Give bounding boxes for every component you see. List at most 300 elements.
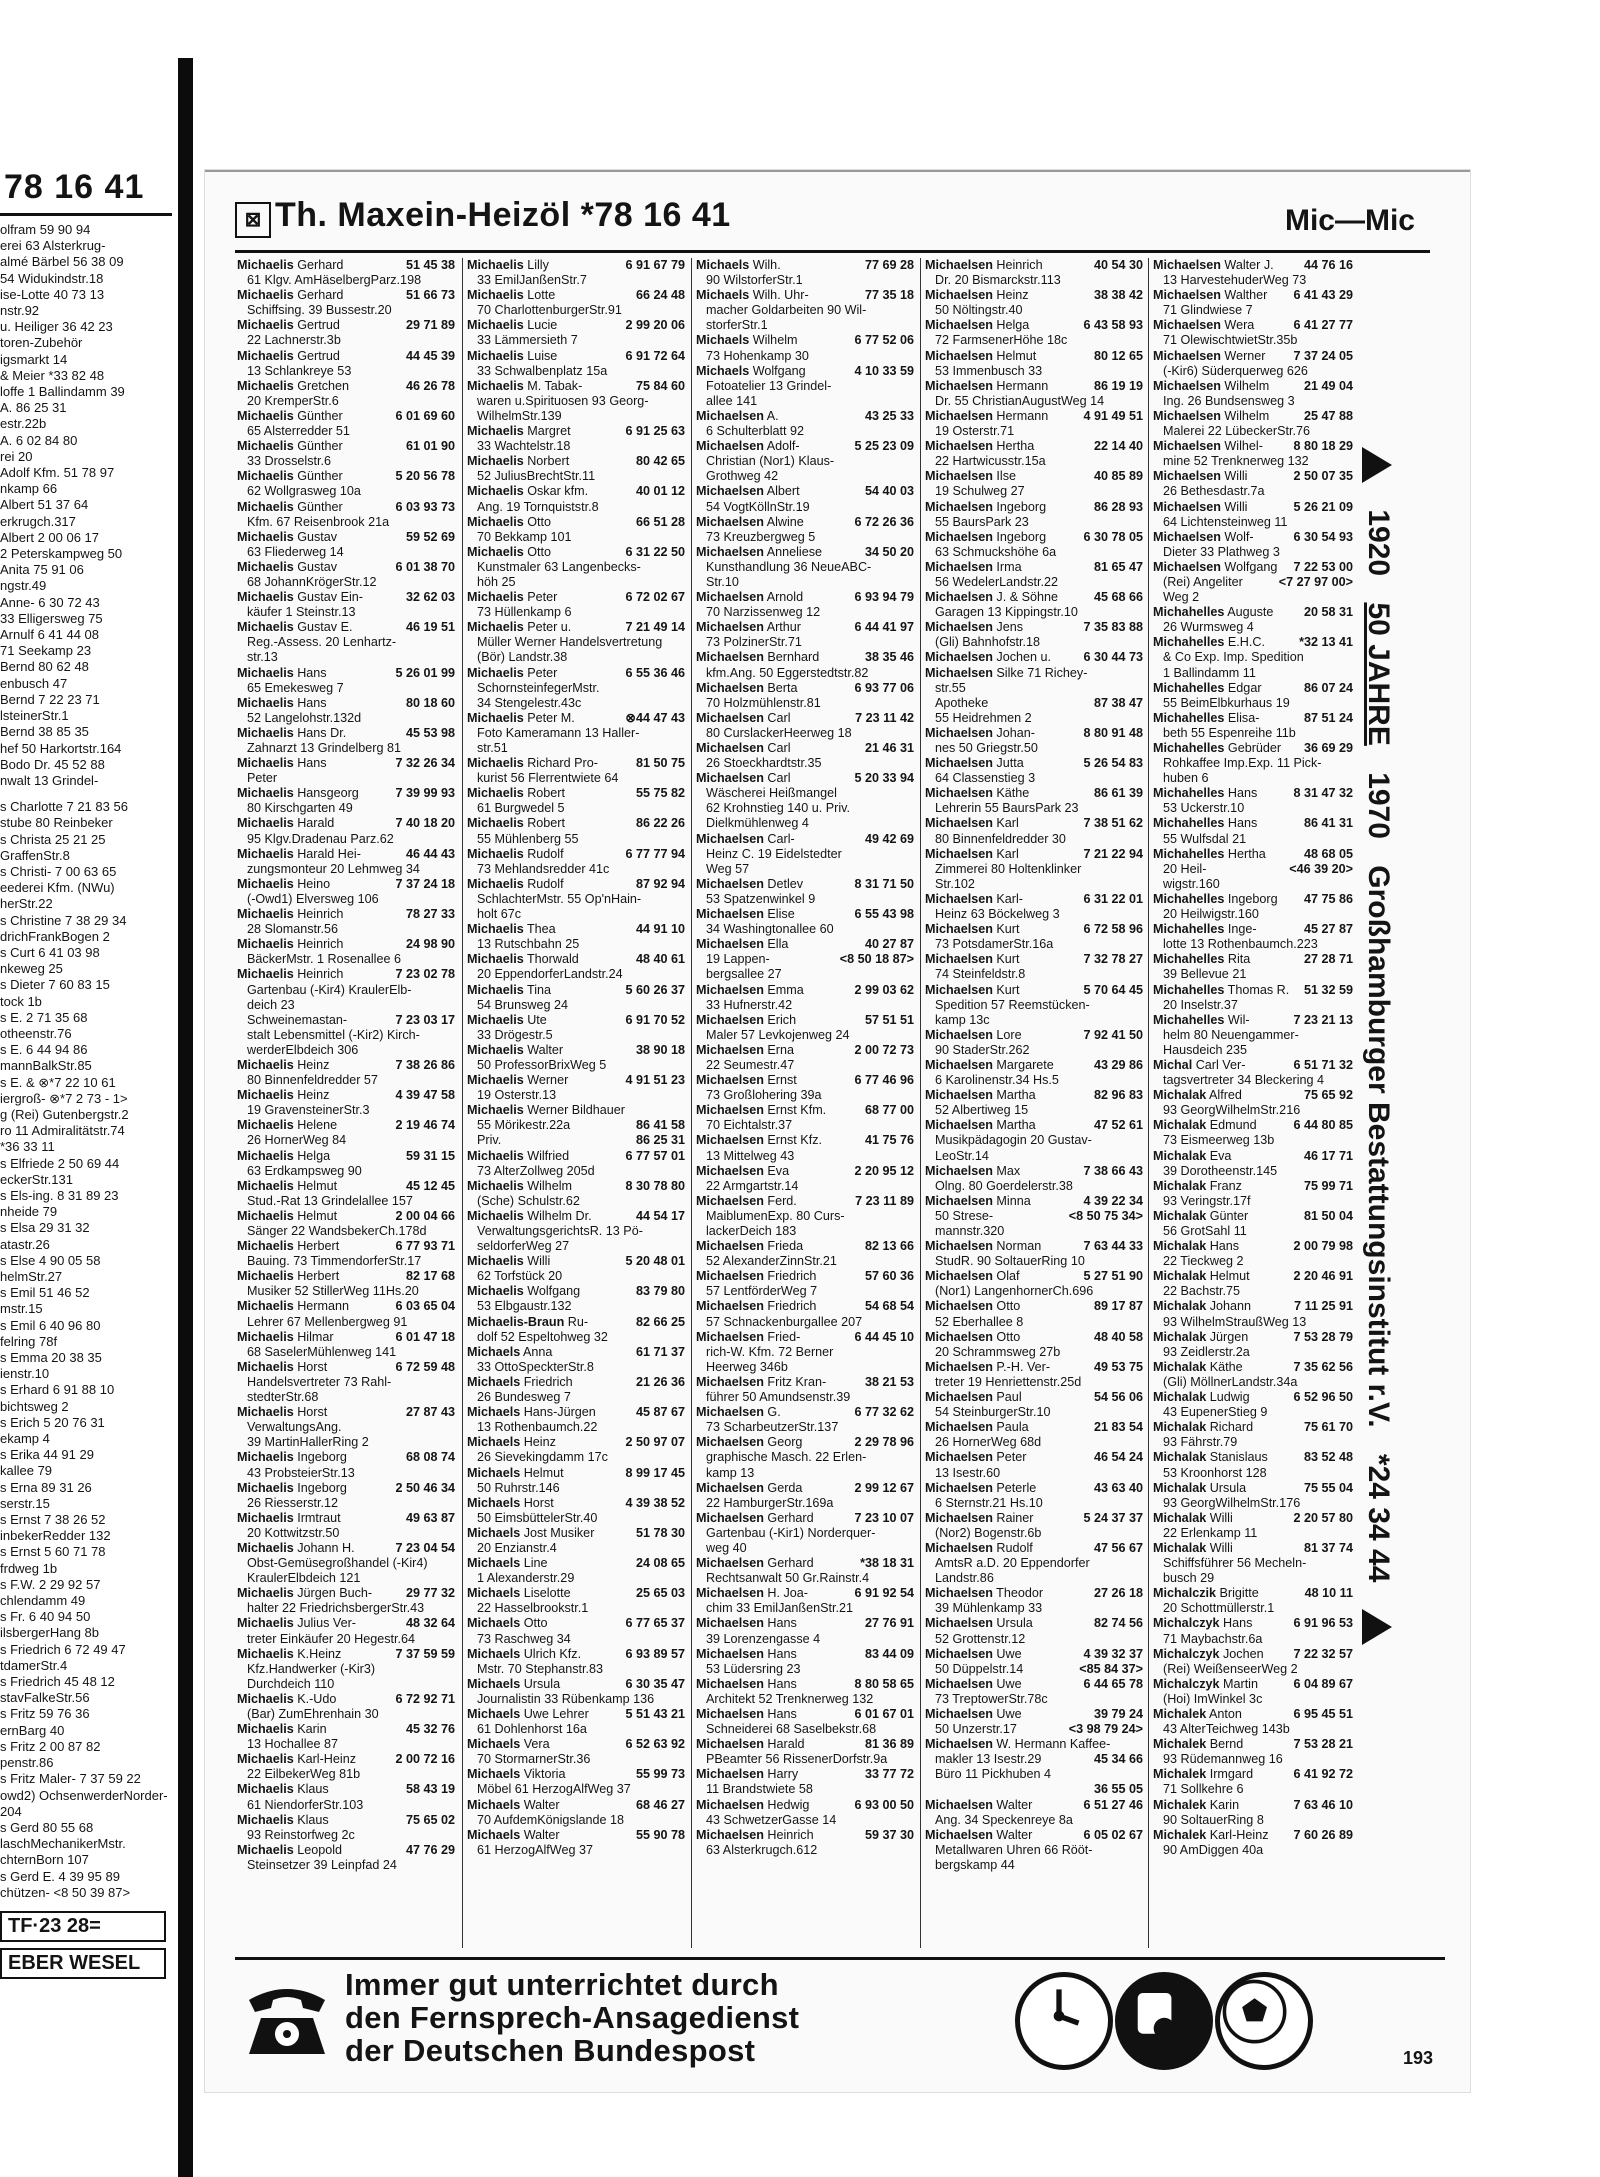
listing-entry [925, 1013, 1143, 1028]
listing-text: Michaelsen Johan- [925, 725, 1035, 740]
listing-entry [696, 1843, 914, 1858]
listing-text: Ing. 26 Bundsensweg 3 [1163, 393, 1295, 408]
listing-entry [925, 1028, 1143, 1043]
listing-text: 22 Hasselbrookstr.1 [477, 1601, 589, 1616]
listing-entry [696, 1345, 914, 1360]
left-page-line: Albert 51 37 64 [0, 497, 89, 513]
listing-entry [467, 288, 685, 303]
listing-entry [237, 349, 455, 364]
listing-entry [925, 620, 1143, 635]
listing-entry [467, 1179, 685, 1194]
left-page-line: stavFalkeStr.56 [0, 1690, 90, 1706]
listing-text: Heinz 63 Böckelweg 3 [935, 907, 1060, 922]
listing-entry [696, 258, 914, 273]
listing-entry [696, 696, 914, 711]
listing-phone: 81 50 75 [635, 756, 685, 771]
left-page-line: ngstr.49 [0, 578, 47, 594]
listing-entry [467, 1556, 685, 1571]
listing-text: Michalczyk Martin [1153, 1676, 1258, 1691]
listing-entry [237, 937, 455, 952]
listing-entry [467, 1269, 685, 1284]
listing-text: 19 Osterstr.71 [935, 424, 1015, 439]
listing-text: Michaelsen Ernst Kfz. [696, 1133, 822, 1148]
listing-text: 39 Dorotheenstr.145 [1163, 1163, 1278, 1178]
listing-entry [925, 1360, 1143, 1375]
listing-text: treter Einkäufer 20 Hegestr.64 [247, 1631, 416, 1646]
listing-entry [467, 922, 685, 937]
sidebar-jubilee: 50 JAHRE [1362, 602, 1395, 746]
listing-text: 1 Alexanderstr.29 [477, 1571, 575, 1586]
listing-phone: 45 27 87 [1303, 922, 1353, 937]
listing-text: Landstr.86 [935, 1571, 994, 1586]
listing-text: Michaels Friedrich [467, 1374, 573, 1389]
listing-entry [925, 1118, 1143, 1133]
listing-phone: 5 20 48 01 [625, 1254, 685, 1269]
listing-text: 26 HornerWeg 84 [247, 1133, 347, 1148]
listing-text: treter 19 Henriettenstr.25d [935, 1374, 1082, 1389]
listing-entry [467, 650, 685, 665]
listing-phone: 6 93 94 79 [854, 590, 914, 605]
listing-phone: *38 18 31 [860, 1556, 914, 1571]
listing-text: Michaelis Wolfgang [467, 1284, 581, 1299]
listing-entry [237, 1420, 455, 1435]
listing-entry [1153, 469, 1353, 484]
listing-text: Michaelsen P.-H. Ver- [925, 1359, 1051, 1374]
listing-entry [1153, 1360, 1353, 1375]
listing-text: 70 StormarnerStr.36 [477, 1752, 591, 1767]
listing-text: Michaelis Lucie [467, 318, 558, 333]
listing-entry [467, 1299, 685, 1314]
listing-text: Michalek Irmgard [1153, 1767, 1254, 1782]
listing-entry [696, 1752, 914, 1767]
listing-entry [237, 484, 455, 499]
listing-entry [467, 998, 685, 1013]
listing-entry [1153, 1798, 1353, 1813]
listing-text: Michaelsen Carl- [696, 831, 795, 846]
listing-text: Michaelis Julius Ver- [237, 1616, 356, 1631]
column-divider [1148, 258, 1149, 1948]
listing-entry [237, 832, 455, 847]
listing-phone: 7 63 46 10 [1293, 1797, 1353, 1812]
listing-phone: 49 53 75 [1093, 1359, 1143, 1374]
listing-entry [237, 1466, 455, 1481]
listing-phone: 75 84 60 [635, 378, 685, 393]
listing-text: Michaelis Gustav Ein- [237, 590, 363, 605]
listing-entry [467, 847, 685, 862]
listing-phone: 40 85 89 [1093, 469, 1143, 484]
listing-text: Michaelsen Arthur [696, 620, 802, 635]
listing-entry [237, 394, 455, 409]
listing-text: Michaelis Werner [467, 1073, 569, 1088]
listing-text: 33 Hufnerstr.42 [706, 997, 793, 1012]
listing-entry [696, 937, 914, 952]
listing-phone: 46 54 24 [1093, 1450, 1143, 1465]
listing-text: Michaelsen Carl [696, 741, 791, 755]
listing-entry [237, 1360, 455, 1375]
listing-entry [925, 545, 1143, 560]
listing-phone: 83 52 48 [1303, 1450, 1353, 1465]
listing-entry [237, 952, 455, 967]
listing-entry [467, 1767, 685, 1782]
left-page-lines [0, 222, 172, 789]
left-page-line: s F.W. 2 29 92 57 [0, 1576, 101, 1592]
listing-text: Michaelsen Gerhard [696, 1510, 814, 1525]
listing-text: Michaelis Gustav [237, 559, 338, 574]
listing-entry [696, 998, 914, 1013]
left-page-line: laschMechanikerMstr. [0, 1836, 126, 1852]
listing-entry [1153, 1254, 1353, 1269]
listing-text: 33 Wachtelstr.18 [477, 439, 571, 454]
listing-entry [237, 424, 455, 439]
listing-text: Michaelsen Elise [696, 907, 795, 922]
listing-text: Michaelsen Berta [696, 680, 798, 695]
listing-phone: 21 26 36 [635, 1374, 685, 1389]
listing-text: Michaelis Johann H. [237, 1540, 355, 1555]
listing-text: 63 Alsterkrugch.612 [706, 1842, 818, 1857]
listing-entry [1153, 741, 1353, 756]
listing-entry [696, 1556, 914, 1571]
listing-text: (Hoi) ImWinkel 3c [1163, 1691, 1263, 1706]
listing-entry [237, 1722, 455, 1737]
listing-text: 28 Slomanstr.56 [247, 922, 339, 937]
listing-entry [467, 967, 685, 982]
listing-text: Michaelsen Karl [925, 846, 1019, 861]
left-page-lines-2 [0, 799, 172, 1901]
listing-entry [696, 892, 914, 907]
listing-text: 70 CharlottenburgerStr.91 [477, 303, 622, 318]
listing-entry [237, 439, 455, 454]
listing-text: Michaelis Herbert [237, 1269, 340, 1284]
listing-entry [925, 1601, 1143, 1616]
listing-text: 73 AlterZollweg 205d [477, 1163, 595, 1178]
left-page-line: chternBorn 107 [0, 1852, 89, 1868]
listing-text: Michaelsen G. [696, 1405, 781, 1420]
listing-entry [467, 1088, 685, 1103]
listing-text: AmtsR a.D. 20 Eppendorfer [935, 1556, 1090, 1571]
listing-phone: 6 44 41 97 [854, 620, 914, 635]
listing-text: Spedition 57 Reemstücken- [935, 997, 1090, 1012]
listing-text: Heerweg 346b [706, 1359, 788, 1374]
listing-text: 22 Seumestr.47 [706, 1057, 795, 1072]
listing-text: Michaelsen Ingeborg [925, 499, 1047, 514]
listing-phone: 6 30 44 73 [1083, 650, 1143, 665]
listing-entry [925, 1088, 1143, 1103]
listing-entry [467, 726, 685, 741]
listing-phone: 6 93 89 57 [625, 1646, 685, 1661]
listing-phone: 40 27 87 [864, 937, 914, 952]
left-page-footer-2: EBER WESEL [0, 1948, 166, 1979]
left-page-line: iergroß- ⊗*7 2 73 - 1> [0, 1090, 128, 1106]
listing-text: Michaelis Horst [237, 1359, 328, 1374]
listing-text: 53 Lüdersring 23 [706, 1661, 801, 1676]
listing-text: Michaelis Richard Pro- [467, 756, 598, 771]
listing-text: Michaelis Gustav E. [237, 620, 353, 635]
left-page-line: igsmarkt 14 [0, 351, 68, 367]
listing-text: 22 Erlenkamp 11 [1163, 1525, 1258, 1540]
listing-text: Michaelsen Ella [696, 937, 789, 952]
listing-phone: 75 55 04 [1303, 1480, 1353, 1495]
listing-entry [467, 1813, 685, 1828]
listing-entry [696, 590, 914, 605]
listing-entry [237, 847, 455, 862]
listing-text: seldorferWeg 27 [477, 1239, 570, 1254]
listing-text: 55 Heidrehmen 2 [935, 710, 1032, 725]
listing-phone: 38 90 18 [635, 1042, 685, 1057]
listing-phone: 45 32 76 [405, 1722, 455, 1737]
listing-text: Michaelsen Helga [925, 318, 1030, 333]
listing-phone: 7 23 04 54 [395, 1540, 455, 1555]
listing-entry [467, 1647, 685, 1662]
listing-entry [1153, 998, 1353, 1013]
listing-text: Kunsthandlung 36 NeueABC- [706, 559, 872, 574]
listing-phone: <46 39 20> [1289, 861, 1353, 876]
listing-entry [467, 560, 685, 575]
listing-text: 22 HamburgerStr.169a [706, 1495, 834, 1510]
listing-entry [237, 1254, 455, 1269]
column-divider [462, 258, 463, 1948]
listing-text: 52 Langelohstr.132d [247, 710, 362, 725]
listing-entry [467, 469, 685, 484]
listing-text: Kunstmaler 63 Langenbecks- [477, 559, 641, 574]
listing-entry [237, 515, 455, 530]
listing-text: Michaelis Thorwald [467, 952, 579, 967]
listing-phone: 82 13 66 [864, 1239, 914, 1254]
listing-phone: 7 40 18 20 [395, 816, 455, 831]
listing-text: Michaelis Helga [237, 1148, 331, 1163]
listing-text: Michaels Viktoria [467, 1767, 566, 1782]
listing-phone: 75 65 92 [1303, 1088, 1353, 1103]
listing-text: makler 13 Isestr.29 [935, 1752, 1042, 1767]
listing-text: Durchdeich 110 [247, 1676, 335, 1691]
listing-entry [237, 1058, 455, 1073]
listing-entry [696, 1647, 914, 1662]
listing-text: Michaelis Rudolf [467, 876, 564, 891]
listing-entry [925, 726, 1143, 741]
listing-phone: 7 23 02 78 [395, 967, 455, 982]
listing-phone: 6 72 59 48 [395, 1359, 455, 1374]
listing-phone: 7 23 21 13 [1293, 1012, 1353, 1027]
listing-text: Michaelsen Jens [925, 620, 1024, 635]
listing-phone: 6 91 92 54 [854, 1586, 914, 1601]
listing-entry [925, 983, 1143, 998]
listing-text: Michaelsen Arnold [696, 590, 804, 605]
listing-text: 62 Krohnstieg 140 u. Priv. [706, 801, 850, 816]
left-page-fragment [0, 160, 172, 2030]
listing-entry [467, 801, 685, 816]
listing-phone: 2 50 46 34 [395, 1480, 455, 1495]
listing-entry [237, 1043, 455, 1058]
listing-entry [467, 1375, 685, 1390]
listing-entry [696, 832, 914, 847]
listing-phone: 6 01 67 01 [854, 1707, 914, 1721]
listing-text: 20 Heil- [1163, 861, 1207, 876]
listing-text: Str.10 [706, 574, 739, 589]
listing-text: 33 EmilJanßenStr.7 [477, 273, 587, 288]
listing-entry [237, 1692, 455, 1707]
left-page-line: s Erika 44 91 29 [0, 1447, 94, 1463]
listing-entry [696, 364, 914, 379]
listing-text: Michalczyk Hans [1153, 1616, 1253, 1631]
listing-text: helm 80 Neuengammer- [1163, 1027, 1299, 1042]
listing-entry [467, 1526, 685, 1541]
listing-text: Michaels Walter [467, 1827, 560, 1842]
listing-text: Foto Kameramann 13 Haller- [477, 725, 640, 740]
left-page-line: nkeweg 25 [0, 961, 63, 977]
listing-entry [1153, 635, 1353, 650]
listing-entry [696, 1481, 914, 1496]
listing-phone: 7 22 53 00 [1293, 559, 1353, 574]
listing-text: Michahelles Edgar [1153, 680, 1262, 695]
listing-entry [467, 394, 685, 409]
listing-entry [1153, 1299, 1353, 1314]
listing-entry [925, 1828, 1143, 1843]
listing-entry [696, 1299, 914, 1314]
listing-entry [925, 1224, 1143, 1239]
listing-text: macher Goldarbeiten 90 Wil- [706, 303, 867, 318]
listing-entry [925, 575, 1143, 590]
listing-entry [1153, 1239, 1353, 1254]
listing-entry [237, 1269, 455, 1284]
listing-entry [1153, 1692, 1353, 1707]
listing-entry [925, 711, 1143, 726]
listing-phone: 59 52 69 [405, 529, 455, 544]
listing-text: Architekt 52 Trenknerweg 132 [706, 1691, 874, 1706]
listing-entry [696, 560, 914, 575]
listing-entry [925, 1284, 1143, 1299]
listing-entry [467, 1435, 685, 1450]
listing-text: Michaelsen Rudolf [925, 1540, 1033, 1555]
listing-entry [467, 439, 685, 454]
listing-text: LeoStr.14 [935, 1148, 989, 1163]
listing-text: 93 GeorgWilhelmStr.216 [1163, 1103, 1301, 1118]
listing-entry [1153, 937, 1353, 952]
listing-phone: 7 21 49 14 [625, 620, 685, 635]
listing-entry [467, 1798, 685, 1813]
sidebar-phone: *24 34 44 [1362, 1453, 1395, 1583]
listing-phone: 47 56 67 [1093, 1540, 1143, 1555]
listing-text: Michaelsen Ernst Kfm. [696, 1103, 827, 1118]
listing-phone: 6 01 38 70 [395, 559, 455, 574]
listing-text: Michaelis Robert [467, 816, 566, 831]
left-page-line: otheenstr.76 [0, 1025, 72, 1041]
listing-phone: 6 77 57 01 [625, 1148, 685, 1163]
listing-entry [925, 998, 1143, 1013]
listing-text: Michaelsen Ernst [696, 1073, 797, 1088]
listing-entry [467, 1133, 685, 1148]
listing-phone: 81 36 89 [864, 1737, 914, 1752]
listing-text: StudR. 90 SoltauerRing 10 [935, 1254, 1085, 1269]
left-page-line: herStr.22 [0, 896, 53, 912]
listing-entry [237, 1858, 455, 1873]
listing-text: Michalak Willi [1153, 1510, 1233, 1525]
listing-phone: 7 32 78 27 [1083, 952, 1143, 967]
listing-text: Bauing. 73 TimmendorferStr.17 [247, 1254, 422, 1269]
listing-phone: 7 63 44 33 [1083, 1239, 1143, 1254]
listing-text: Michalak Franz [1153, 1178, 1242, 1193]
listing-phone: 38 38 42 [1093, 288, 1143, 303]
listing-text: 1 Ballindamm 11 [1163, 665, 1256, 680]
listing-entry [237, 1782, 455, 1797]
listing-text: 19 Osterstr.13 [477, 1088, 557, 1103]
listing-entry [925, 741, 1143, 756]
listing-phone: 86 28 93 [1093, 499, 1143, 514]
listing-text: 50 EimsbüttelerStr.40 [477, 1510, 598, 1525]
listing-entry [467, 1239, 685, 1254]
listing-text: Fotoatelier 13 Grindel- [706, 378, 832, 393]
listing-entry [696, 1586, 914, 1601]
listing-entry [1153, 394, 1353, 409]
listing-text: 55 Mühlenberg 55 [477, 831, 579, 846]
listing-entry [467, 1707, 685, 1722]
listing-phone: 44 45 39 [405, 348, 455, 363]
listing-phone: 5 27 51 90 [1083, 1269, 1143, 1284]
listing-entry [237, 1088, 455, 1103]
listing-text: Michaelsen Hans [696, 1616, 797, 1631]
listing-text: Michalek Karin [1153, 1797, 1240, 1812]
listing-text: Dr. 55 ChristianAugustWeg 14 [935, 393, 1105, 408]
listing-text: Michaelsen Jochen u. [925, 650, 1052, 665]
left-page-line: Bernd 38 85 35 [0, 724, 89, 740]
listing-phone: 7 23 11 89 [855, 1193, 914, 1208]
listing-entry [696, 1692, 914, 1707]
listing-text: Michaelis Harald [237, 816, 335, 831]
listing-entry [925, 771, 1143, 786]
listing-text: 73 PolzinerStr.71 [706, 635, 802, 650]
listing-text: Michahelles Auguste [1153, 605, 1274, 620]
listing-text: 61 Burgwedel 5 [477, 801, 565, 816]
listing-phone: 81 37 74 [1303, 1540, 1353, 1555]
listing-text: Michaelis Lotte [467, 288, 556, 303]
listing-entry [1153, 1586, 1353, 1601]
listing-text: Apotheke [935, 695, 989, 710]
listing-entry [1153, 545, 1353, 560]
left-page-line: s Erich 5 20 76 31 [0, 1414, 105, 1430]
listing-text: Michaelsen Käthe [925, 786, 1030, 801]
listing-phone: <7 27 97 00> [1278, 574, 1353, 589]
listing-entry [1153, 500, 1353, 515]
listing-entry [925, 1058, 1143, 1073]
left-page-line: s Emil 51 46 52 [0, 1285, 90, 1301]
listing-entry [467, 318, 685, 333]
listing-entry [467, 1828, 685, 1843]
listing-entry [925, 333, 1143, 348]
left-page-line: s Friedrich 6 72 49 47 [0, 1641, 126, 1657]
listing-phone: 7 23 03 17 [395, 1012, 455, 1027]
listing-entry [1153, 832, 1353, 847]
listing-phone: 7 23 10 07 [854, 1510, 914, 1525]
left-page-line: serstr.15 [0, 1495, 50, 1511]
listing-entry [1153, 1405, 1353, 1420]
listing-entry [467, 1601, 685, 1616]
listing-phone: 40 01 12 [635, 484, 685, 499]
listing-phone: 6 05 02 67 [1083, 1827, 1143, 1842]
listing-entry [925, 1073, 1143, 1088]
listing-entry [237, 605, 455, 620]
listing-entry [467, 364, 685, 379]
listing-phone: 68 08 74 [405, 1450, 455, 1465]
listing-phone: 29 71 89 [405, 318, 455, 333]
listing-entry [696, 1013, 914, 1028]
listing-entry [1153, 590, 1353, 605]
listing-entry [1153, 530, 1353, 545]
listing-entry [925, 1299, 1143, 1314]
advert-text [345, 1968, 799, 2067]
listing-text: Michaelsen Willi [1153, 499, 1248, 514]
listing-phone: 87 51 24 [1303, 710, 1353, 725]
listing-entry [1153, 1420, 1353, 1435]
listing-text: str.55 [935, 680, 966, 695]
listing-entry [467, 545, 685, 560]
